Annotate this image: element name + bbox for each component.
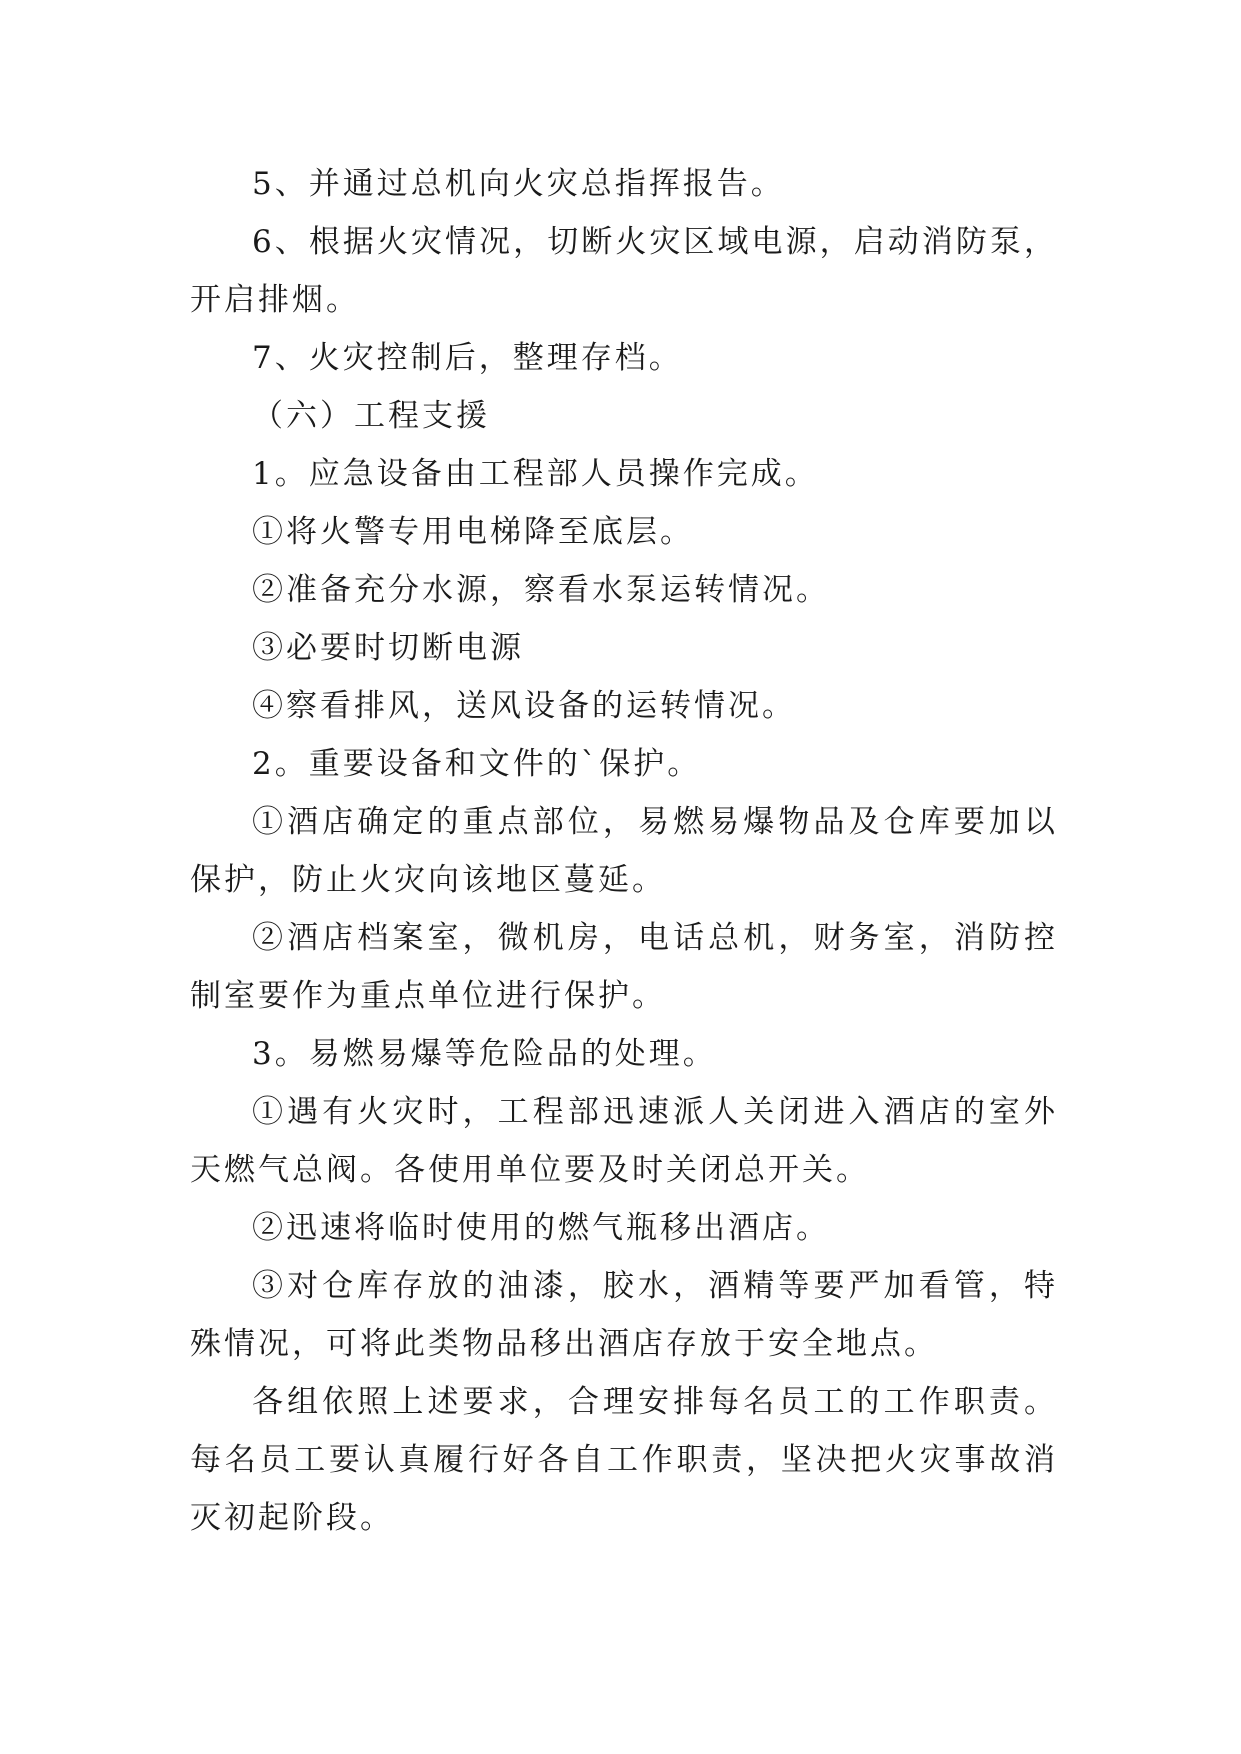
- paragraph-item-7: 7、火灾控制后，整理存档。: [252, 340, 683, 376]
- section-heading-engineering-support: （六）工程支援: [252, 398, 490, 434]
- list-item-key-units: ②酒店档案室，微机房，电话总机，财务室，消防控制室要作为重点单位进行保护。: [190, 920, 1058, 1014]
- list-item-key-areas: ①酒店确定的重点部位，易燃易爆物品及仓库要加以保护，防止火灾向该地区蔓延。: [190, 804, 1058, 898]
- paragraph-item-6: 6、根据火灾情况，切断火灾区域电源，启动消防泵，开启排烟。: [190, 224, 1058, 318]
- paragraph-conclusion: 各组依照上述要求，合理安排每名员工的工作职责。每名员工要认真履行好各自工作职责，坚决把火灾事故消灭初起阶段。: [190, 1384, 1058, 1536]
- paragraph-item-5: 5、并通过总机向火灾总指挥报告。: [252, 166, 785, 202]
- list-item-water-source: ②准备充分水源，察看水泵运转情况。: [252, 572, 830, 608]
- list-item-gas-bottles: ②迅速将临时使用的燃气瓶移出酒店。: [252, 1210, 830, 1246]
- list-item-warehouse: ③对仓库存放的油漆，胶水，酒精等要严加看管，特殊情况，可将此类物品移出酒店存放于安全地点。: [190, 1268, 1058, 1362]
- document-body: [190, 155, 1058, 1547]
- list-item-ventilation: ④察看排风，送风设备的运转情况。: [252, 688, 796, 724]
- paragraph-protection: 2。重要设备和文件的`保护。: [252, 746, 702, 782]
- list-item-cut-power: ③必要时切断电源: [252, 630, 524, 666]
- list-item-elevator: ①将火警专用电梯降至底层。: [252, 514, 694, 550]
- paragraph-hazardous-materials: 3。易燃易爆等危险品的处理。: [252, 1036, 717, 1072]
- list-item-gas-valve: ①遇有火灾时，工程部迅速派人关闭进入酒店的室外天燃气总阀。各使用单位要及时关闭总开关。: [190, 1094, 1058, 1188]
- paragraph-emergency-equipment: 1。应急设备由工程部人员操作完成。: [252, 456, 819, 492]
